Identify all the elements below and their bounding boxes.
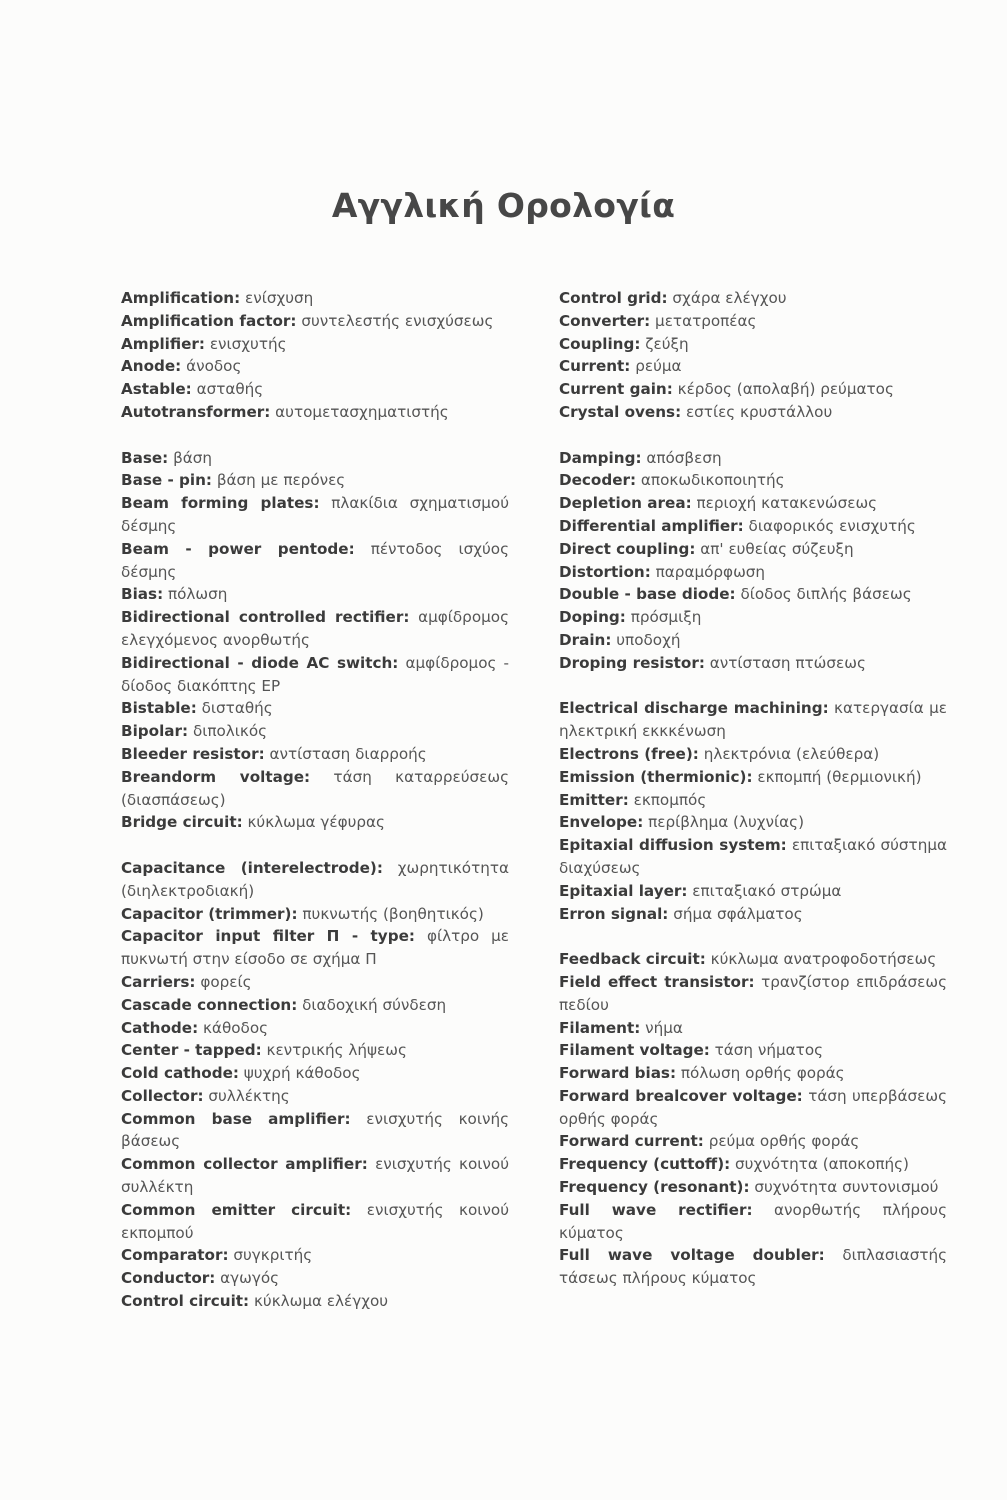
glossary-term: Emission (thermionic): — [559, 767, 753, 786]
glossary-definition: αμφίδρομος ελεγχόμενος ανορθωτής — [121, 608, 509, 649]
glossary-definition: συγκριτής — [233, 1246, 313, 1265]
glossary-term: Forward current: — [559, 1132, 704, 1151]
glossary-entry — [559, 971, 947, 1017]
glossary-definition: κεντρικής λήψεως — [266, 1041, 407, 1060]
glossary-term: Envelope: — [559, 813, 644, 832]
glossary-entry — [121, 492, 509, 538]
glossary-definition: διαφορικός ενισχυτής — [748, 516, 916, 535]
glossary-entry — [559, 834, 947, 880]
glossary-term: Bidirectional controlled rectifier: — [121, 608, 410, 627]
glossary-term: Amplifier: — [121, 334, 205, 353]
glossary-entry — [121, 378, 509, 401]
glossary-entry — [121, 1017, 509, 1040]
glossary-term: Breandorm voltage: — [121, 767, 311, 786]
glossary-entry — [559, 629, 947, 652]
glossary-term: Cascade connection: — [121, 995, 298, 1014]
glossary-entry — [559, 561, 947, 584]
glossary-entry — [559, 1085, 947, 1131]
glossary-entry — [121, 903, 509, 926]
glossary-definition: πυκνωτής (βοηθητικός) — [302, 904, 484, 923]
glossary-definition: δίοδος διπλής βάσεως — [740, 585, 912, 604]
glossary-entry — [121, 652, 509, 698]
page-title: Αγγλική Ορολογία — [331, 186, 676, 225]
glossary-entry — [121, 606, 509, 652]
glossary-term: Doping: — [559, 608, 626, 627]
glossary-definition: ενισχυτής κοινού εκπομπού — [121, 1200, 509, 1242]
glossary-entry — [121, 1108, 509, 1154]
glossary-left-column — [121, 287, 509, 1313]
glossary-term: Depletion area: — [559, 494, 692, 513]
group-separator — [559, 424, 947, 447]
glossary-entry — [559, 880, 947, 903]
glossary-definition: ρεύμα ορθής φοράς — [708, 1132, 860, 1151]
glossary-definition: πλακίδια σχηματισμού δέσμης — [121, 494, 510, 535]
glossary-entry — [121, 1244, 509, 1267]
glossary-term: Bistable: — [121, 699, 197, 718]
glossary-definition: περιοχή κατακενώσεως — [696, 494, 878, 513]
glossary-definition: πόλωση ορθής φοράς — [680, 1064, 845, 1083]
glossary-term: Droping resistor: — [559, 653, 705, 672]
glossary-term: Beam forming plates: — [121, 494, 320, 513]
glossary-term: Conductor: — [121, 1269, 216, 1288]
glossary-definition: απ' ευθείας σύζευξη — [700, 539, 854, 558]
glossary-entry — [559, 811, 947, 834]
glossary-definition: παραμόρφωση — [655, 562, 766, 581]
glossary-entry — [559, 697, 947, 743]
glossary-entry — [559, 333, 947, 356]
glossary-entry — [121, 287, 509, 310]
glossary-entry — [121, 720, 509, 743]
glossary-definition: τάση νήματος — [714, 1041, 824, 1060]
group-separator — [121, 834, 509, 857]
glossary-entry — [559, 1130, 947, 1153]
glossary-entry — [559, 378, 947, 401]
glossary-entry — [559, 492, 947, 515]
glossary-entry — [121, 333, 509, 356]
glossary-entry — [121, 857, 509, 903]
glossary-definition: αμφίδρομος - δίοδος διακόπτης ΕΡ — [121, 653, 510, 695]
glossary-definition: κύκλωμα γέφυρας — [247, 813, 385, 832]
glossary-definition: διπλασιαστής τάσεως πλήρους κύματος — [559, 1246, 948, 1288]
glossary-term: Bidirectional - diode AC switch: — [121, 653, 399, 672]
glossary-entry — [559, 1176, 947, 1199]
glossary-definition: συντελεστής ενισχύσεως — [301, 311, 494, 330]
glossary-definition: συχνότητα (αποκοπής) — [735, 1155, 909, 1174]
glossary-term: Converter: — [559, 311, 651, 330]
glossary-definition: ενισχυτής κοινής βάσεως — [121, 1109, 509, 1151]
glossary-term: Filament: — [559, 1018, 641, 1037]
glossary-entry — [121, 355, 509, 378]
glossary-term: Capacitor (trimmer): — [121, 904, 298, 923]
glossary-right-column — [559, 287, 947, 1290]
glossary-term: Feedback circuit: — [559, 950, 706, 969]
glossary-entry — [121, 1085, 509, 1108]
glossary-term: Electrical discharge machining: — [559, 699, 829, 718]
glossary-entry — [559, 903, 947, 926]
glossary-entry — [121, 1267, 509, 1290]
glossary-term: Control circuit: — [121, 1292, 250, 1311]
glossary-definition: μετατροπέας — [655, 311, 757, 330]
glossary-definition: κύκλωμα ανατροφοδοτήσεως — [710, 950, 937, 969]
glossary-term: Epitaxial layer: — [559, 881, 688, 900]
glossary-term: Cold cathode: — [121, 1064, 239, 1083]
glossary-definition: φίλτρο με πυκνωτή στην είσοδο σε σχήμα Π — [121, 927, 510, 969]
glossary-definition: εκπομπός — [633, 790, 707, 809]
glossary-definition: πέντοδος ισχύος δέσμης — [121, 539, 509, 581]
glossary-definition: κατεργασία με ηλεκτρική εκκκένωση — [559, 699, 947, 741]
group-separator — [559, 675, 947, 698]
glossary-definition: εστίες κρυστάλλου — [685, 402, 833, 421]
glossary-entry — [121, 1039, 509, 1062]
glossary-entry — [559, 469, 947, 492]
glossary-definition: ενισχυτής κοινού συλλέκτη — [121, 1155, 509, 1197]
group-separator — [559, 925, 947, 948]
glossary-term: Cathode: — [121, 1018, 199, 1037]
glossary-term: Collector: — [121, 1086, 204, 1105]
glossary-definition: ασταθής — [196, 380, 264, 399]
glossary-definition: τρανζίστορ επιδράσεως πεδίου — [559, 972, 947, 1014]
glossary-term: Field effect transistor: — [559, 972, 755, 991]
glossary-term: Full wave voltage doubler: — [559, 1246, 825, 1265]
glossary-entry — [559, 583, 947, 606]
glossary-term: Full wave rectifier: — [559, 1200, 753, 1219]
glossary-term: Bleeder resistor: — [121, 744, 265, 763]
glossary-term: Carriers: — [121, 972, 196, 991]
glossary-term: Capacitor input filter Π - type: — [121, 927, 415, 946]
glossary-definition: αγωγός — [220, 1269, 280, 1288]
glossary-term: Base - pin: — [121, 471, 213, 490]
group-separator — [121, 424, 509, 447]
glossary-term: Damping: — [559, 448, 642, 467]
glossary-entry — [559, 1062, 947, 1085]
glossary-term: Erron signal: — [559, 904, 669, 923]
glossary-entry — [121, 925, 509, 971]
glossary-entry — [559, 1153, 947, 1176]
glossary-definition: διαδοχική σύνδεση — [302, 995, 447, 1014]
glossary-definition: ρεύμα — [635, 357, 682, 376]
glossary-definition: ζεύξη — [645, 334, 689, 353]
glossary-definition: διπολικός — [192, 722, 268, 741]
glossary-entry — [559, 743, 947, 766]
glossary-definition: τάση υπερβάσεως ορθής φοράς — [559, 1086, 948, 1128]
glossary-definition: απόσβεση — [646, 448, 722, 467]
glossary-entry — [559, 652, 947, 675]
glossary-term: Control grid: — [559, 289, 668, 307]
glossary-definition: βάση με περόνες — [216, 471, 346, 490]
glossary-term: Current gain: — [559, 380, 673, 399]
glossary-term: Bipolar: — [121, 722, 189, 741]
glossary-definition: φορείς — [200, 972, 252, 991]
glossary-definition: συλλέκτης — [208, 1086, 290, 1105]
glossary-definition: συχνότητα συντονισμού — [754, 1178, 939, 1197]
glossary-entry — [121, 1062, 509, 1085]
glossary-entry — [121, 994, 509, 1017]
glossary-definition: αντίσταση πτώσεως — [709, 653, 866, 672]
glossary-term: Bias: — [121, 585, 164, 604]
glossary-definition: άνοδος — [186, 357, 242, 376]
glossary-term: Frequency (resonant): — [559, 1178, 750, 1197]
glossary-term: Capacitance (interelectrode): — [121, 858, 383, 877]
glossary-term: Autotransformer: — [121, 402, 271, 421]
glossary-definition: αποκωδικοποιητής — [640, 471, 785, 490]
glossary-term: Distortion: — [559, 562, 651, 581]
glossary-entry — [559, 789, 947, 812]
glossary-entry — [121, 811, 509, 834]
glossary-term: Forward brealcover voltage: — [559, 1086, 803, 1105]
glossary-entry — [121, 583, 509, 606]
glossary-entry — [559, 948, 947, 971]
glossary-entry — [121, 766, 509, 812]
glossary-entry — [559, 766, 947, 789]
glossary-term: Coupling: — [559, 334, 641, 353]
glossary-definition: ηλεκτρόνια (ελεύθερα) — [703, 744, 880, 763]
glossary-definition: σήμα σφάλματος — [673, 904, 803, 923]
glossary-term: Differential amplifier: — [559, 516, 744, 535]
glossary-entry — [559, 515, 947, 538]
glossary-term: Frequency (cuttoff): — [559, 1155, 731, 1174]
glossary-entry — [121, 469, 509, 492]
glossary-definition: εκπομπή (θερμιονική) — [757, 767, 922, 786]
glossary-term: Decoder: — [559, 471, 637, 490]
glossary-definition: κύκλωμα ελέγχου — [253, 1292, 389, 1311]
glossary-definition: δισταθής — [201, 699, 273, 718]
glossary-term: Forward bias: — [559, 1064, 677, 1083]
glossary-entry — [121, 447, 509, 470]
glossary-entry — [121, 1290, 509, 1313]
glossary-term: Emitter: — [559, 790, 629, 809]
glossary-term: Crystal ovens: — [559, 402, 682, 421]
glossary-term: Common collector amplifier: — [121, 1155, 368, 1174]
glossary-definition: αυτομετασχηματιστής — [275, 402, 449, 421]
glossary-term: Filament voltage: — [559, 1041, 710, 1060]
glossary-entry — [559, 401, 947, 424]
glossary-term: Amplification factor: — [121, 311, 297, 330]
glossary-definition: βάση — [173, 448, 213, 467]
glossary-definition: κέρδος (απολαβή) ρεύματος — [677, 380, 894, 399]
glossary-definition: τάση καταρρεύσεως (διασπάσεως) — [121, 767, 509, 809]
glossary-term: Bridge circuit: — [121, 813, 243, 832]
glossary-entry — [559, 1017, 947, 1040]
glossary-definition: περίβλημα (λυχνίας) — [648, 813, 804, 832]
glossary-definition: υποδοχή — [616, 630, 681, 649]
glossary-entry — [121, 697, 509, 720]
glossary-term: Common emitter circuit: — [121, 1200, 352, 1219]
glossary-entry — [121, 1199, 509, 1245]
glossary-term: Double - base diode: — [559, 585, 736, 604]
glossary-entry — [559, 1199, 947, 1245]
glossary-entry — [559, 310, 947, 333]
glossary-definition: ψυχρή κάθοδος — [243, 1064, 361, 1083]
glossary-entry — [559, 287, 947, 310]
glossary-entry — [559, 606, 947, 629]
glossary-term: Astable: — [121, 380, 192, 399]
glossary-term: Amplification: — [121, 289, 241, 307]
glossary-definition: αντίσταση διαρροής — [269, 744, 427, 763]
glossary-term: Current: — [559, 357, 631, 376]
glossary-entry — [121, 1153, 509, 1199]
glossary-term: Common base amplifier: — [121, 1109, 351, 1128]
glossary-entry — [121, 538, 509, 584]
glossary-entry — [559, 538, 947, 561]
glossary-entry — [121, 971, 509, 994]
glossary-term: Electrons (free): — [559, 744, 699, 763]
glossary-definition: πρόσμιξη — [630, 608, 702, 627]
glossary-definition: σχάρα ελέγχου — [672, 289, 787, 307]
glossary-term: Comparator: — [121, 1246, 229, 1265]
glossary-definition: επιταξιακό στρώμα — [692, 881, 842, 900]
glossary-entry — [559, 1039, 947, 1062]
glossary-term: Anode: — [121, 357, 182, 376]
glossary-term: Drain: — [559, 630, 612, 649]
glossary-definition: επιταξιακό σύστημα διαχύσεως — [559, 836, 947, 877]
glossary-entry — [559, 1244, 947, 1290]
glossary-entry — [121, 401, 509, 424]
glossary-definition: κάθοδος — [202, 1018, 269, 1037]
glossary-entry — [121, 743, 509, 766]
glossary-entry — [559, 447, 947, 470]
glossary-definition: ενισχυτής — [209, 334, 287, 353]
glossary-definition: ενίσχυση — [245, 289, 314, 307]
glossary-entry — [559, 355, 947, 378]
glossary-entry — [121, 310, 509, 333]
glossary-definition: νήμα — [645, 1018, 683, 1037]
glossary-definition: ανορθωτής πλήρους κύματος — [559, 1200, 948, 1242]
glossary-definition: χωρητικότητα (διηλεκτροδιακή) — [121, 858, 509, 900]
glossary-term: Direct coupling: — [559, 539, 696, 558]
glossary-term: Center - tapped: — [121, 1041, 262, 1060]
glossary-term: Beam - power pentode: — [121, 539, 355, 558]
glossary-definition: πόλωση — [167, 585, 228, 604]
glossary-term: Base: — [121, 448, 169, 467]
glossary-term: Epitaxial diffusion system: — [559, 836, 787, 855]
